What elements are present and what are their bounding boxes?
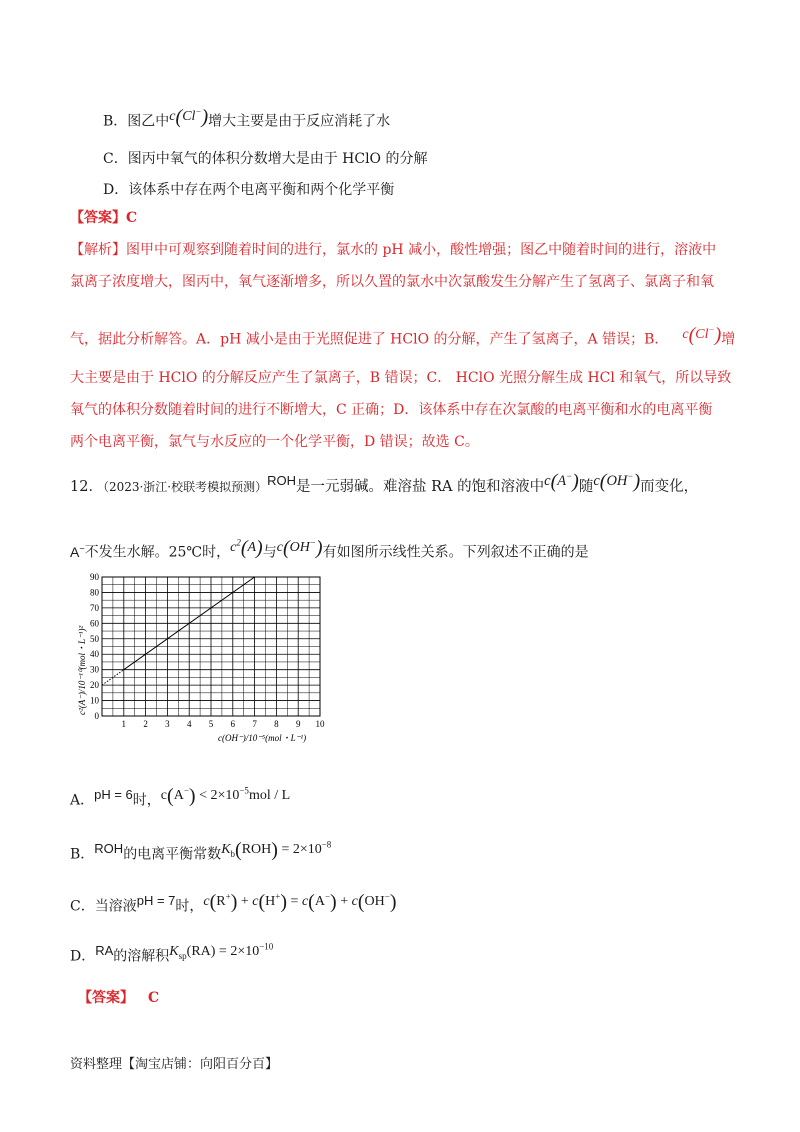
x-tick-label: 9 <box>295 719 301 729</box>
x-tick-label: 3 <box>165 719 170 729</box>
question-text-5: 与 <box>262 544 277 561</box>
formula-a-minus: A− <box>70 543 85 560</box>
chart-grid <box>102 577 320 716</box>
option-d-label: D． <box>70 948 96 965</box>
analysis-line-5: 氧气的体积分数随着时间的进行不断增大，C 正确；D．该体系中存在次氯酸的电离平衡和水的电离平衡 <box>70 402 713 418</box>
y-tick-label: 10 <box>90 695 99 706</box>
y-tick-label: 20 <box>90 680 99 691</box>
question-text-6: 有如图所示线性关系。下列叙述不正确的是 <box>322 544 589 561</box>
y-tick-label: 0 <box>94 711 99 721</box>
option-d: D．该体系中存在两个电离平衡和两个化学平衡 <box>103 182 395 198</box>
x-tick-label: 5 <box>208 719 214 729</box>
analysis-line-4: 大主要是由于 HClO 的分解反应产生了氯离子，B 错误；C． HClO 光照分解生成 HCl 和氧气，所以导致 <box>70 370 732 386</box>
option-b-label: B． <box>70 846 95 863</box>
question-source: （2023·浙江·校联考模拟预测） <box>102 479 268 494</box>
question-text-4: 不发生水解。25℃时， <box>84 544 231 561</box>
answer-2-value: C <box>148 990 160 1006</box>
answer-2-label: 【答案】 <box>78 990 134 1006</box>
formula-c-oh-2: c(OH−) <box>276 536 323 559</box>
x-tick-label: 7 <box>252 719 257 729</box>
question-text-1: 是一元弱碱。难溶盐 RA 的饱和溶液中 <box>296 478 545 495</box>
analysis-line-3-tail: 增 <box>721 331 736 348</box>
line-chart <box>76 570 336 750</box>
y-axis-label: c²(A⁻)/10⁻¹⁰(mol・L⁻¹)² <box>77 625 87 715</box>
formula-ksp: $K_{sp}(RA) = 2\times 10^{-10}$ <box>169 941 274 961</box>
formula-kb: $K_b(ROH) = 2\times 10^{-8}$ <box>221 838 332 861</box>
question-number: 12． <box>70 478 103 495</box>
y-tick-label: 40 <box>90 649 99 660</box>
formula-ra: RA <box>95 942 114 958</box>
x-axis-label: c(OH⁻)/10⁻⁵(mol・L⁻¹) <box>218 733 307 743</box>
y-tick-label: 80 <box>90 587 99 598</box>
analysis-line-6: 两个电离平衡，氯气与水反应的一个化学平衡，D 错误；故选 C。 <box>70 434 479 450</box>
option-b-line <box>70 840 331 869</box>
formula-ph-6: pH = 6 <box>94 786 133 802</box>
option-b-prefix: B．图乙中 <box>103 113 170 130</box>
option-a-line <box>70 786 290 812</box>
x-tick-label: 10 <box>315 719 325 729</box>
analysis-line-1: 【解析】图甲中可观察到随着时间的进行，氯水的 pH 减小，酸性增强；图乙中随着时间的进行，溶液中 <box>70 242 717 258</box>
y-tick-label: 90 <box>90 572 99 582</box>
option-c: C．图丙中氧气的体积分数增大是由于 HClO 的分解 <box>103 151 428 167</box>
formula-roh-2: ROH <box>94 840 124 856</box>
analysis-line-3 <box>70 325 735 351</box>
footer-text: 资料整理【淘宝店铺：向阳百分百】 <box>70 1057 279 1072</box>
option-b <box>103 107 390 133</box>
analysis-line-3-text: 气，据此分析解答。A．pH 减小是由于光照促进了 HClO 的分解，产生了氢离子，A 错误；B． <box>70 331 669 348</box>
y-tick-label: 30 <box>90 664 99 675</box>
formula-c2-a: $c^2(A)$ <box>230 536 263 559</box>
option-a-mid: 时， <box>132 792 161 809</box>
option-b-mid: 的电离平衡常数 <box>123 846 222 863</box>
answer-2 <box>78 988 159 1008</box>
formula-c-oh: c(OH−) <box>593 470 641 493</box>
y-tick-label: 50 <box>90 633 99 644</box>
x-tick-label: 8 <box>274 719 279 729</box>
chart-ticks <box>90 572 325 729</box>
question-12-line-1 <box>70 472 698 498</box>
y-tick-label: 60 <box>90 618 99 629</box>
question-12-line-2 <box>70 538 589 564</box>
x-tick-label: 1 <box>121 719 127 729</box>
option-d-mid: 的溶解积 <box>113 948 170 965</box>
option-a-label: A． <box>70 792 95 809</box>
question-text-2: 随 <box>578 478 594 495</box>
question-text-3: 而变化， <box>640 478 699 495</box>
x-tick-label: 2 <box>143 719 148 729</box>
formula-roh: ROH <box>267 472 297 488</box>
answer-1: 【答案】C <box>70 210 138 226</box>
formula-c-a: c(A−) <box>544 470 579 493</box>
x-tick-label: 4 <box>186 719 192 729</box>
x-tick-label: 6 <box>230 719 236 729</box>
option-c-line <box>70 892 397 918</box>
option-c-label: C．当溶液 <box>70 898 137 915</box>
option-c-mid: 时， <box>175 898 204 915</box>
option-d-line <box>70 942 273 971</box>
option-b-suffix: 增大主要是由于反应消耗了水 <box>208 113 391 130</box>
y-tick-label: 70 <box>90 602 99 613</box>
analysis-line-2: 氯离子浓度增大，图丙中，氧气逐渐增多，所以久置的氯水中次氯酸发生分解产生了氢离子、氯离子和氧 <box>70 274 714 290</box>
formula-ph-7: pH = 7 <box>136 892 176 908</box>
formula-c-cl-2: c(Cl−) <box>682 323 722 346</box>
formula-c-cl: c(Cl−) <box>169 105 209 128</box>
formula-charge-balance: c(R+) + c(H+) = c(A−) + c(OH−) <box>203 890 397 913</box>
formula-a-ineq: $c(A^-) < 2\times 10^{-5}mol / L$ <box>160 784 291 807</box>
